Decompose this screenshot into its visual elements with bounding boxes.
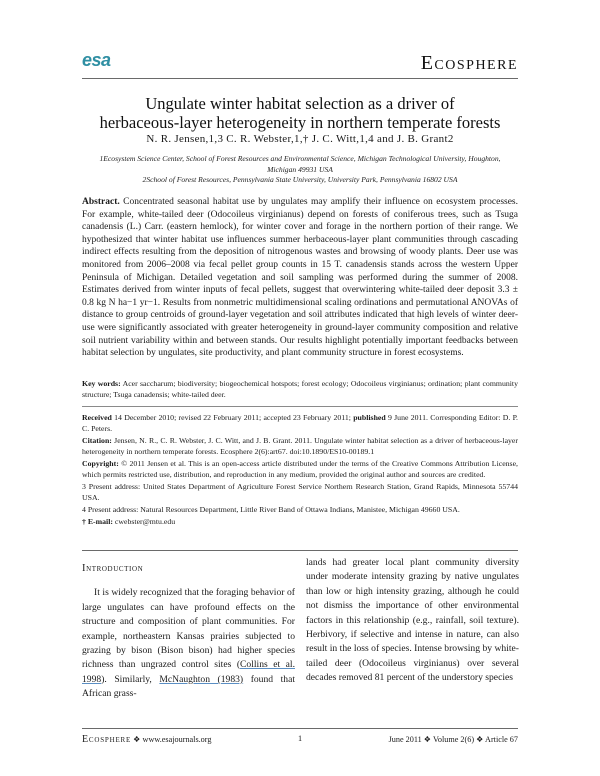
journal-name: Ecosphere xyxy=(420,52,518,74)
received-label: Received xyxy=(82,413,112,422)
abstract-label: Abstract. xyxy=(82,197,120,207)
body-column-right xyxy=(306,556,519,686)
affiliation-1: 1Ecosystem Science Center, School of Forest Resources and Environmental Science, Michigan Technological University, Houghton, Michigan 49931 USA xyxy=(99,154,501,174)
title-line-1: Ungulate winter habitat selection as a driver of xyxy=(145,94,455,113)
citation-label: Citation: xyxy=(82,436,112,445)
copyright-text: © 2011 Jensen et al. This is an open-access article distributed under the terms of the Creative Commons Attribution License, which permits restricted use, distribution, and reproduction in any medium, provided the original author and sources are credited. xyxy=(82,459,518,479)
page-number: 1 xyxy=(297,734,303,743)
article-title xyxy=(82,94,518,132)
email-label: † E-mail: xyxy=(82,517,113,526)
header-rule xyxy=(82,78,518,79)
footer-website[interactable]: ❖ www.esajournals.org xyxy=(133,735,212,744)
author-list: N. R. Jensen,1,3 C. R. Webster,1,† J. C. Witt,1,4 and J. B. Grant2 xyxy=(146,133,454,145)
intro-continued: lands had greater local plant community diversity under moderate intensity grazing by native ungulates than low or high intensity grazing, although he could not dismiss the importance of other environmental factors in this relationship (e.g., rainfall, soil texture). Herbivory, if selective and intense in nature, can also result in the loss of species. Intense browsing by white-tailed deer (Odocoileus virginianus) over several decades removed 81 percent of the understory species xyxy=(306,557,519,684)
published-label: published xyxy=(353,413,386,422)
present-address-3: 3 Present address: United States Department of Agriculture Forest Service Northern Research Station, Grand Rapids, Minnesota 55744 USA. xyxy=(82,482,518,502)
copyright xyxy=(82,458,518,480)
footer-rule xyxy=(82,728,518,729)
title-line-2: herbaceous-layer heterogeneity in northern temperate forests xyxy=(99,113,501,132)
intro-text-b: ). Similarly, xyxy=(101,673,160,685)
intro-text-c: found that African grass- xyxy=(82,673,296,700)
abstract-rule xyxy=(82,406,518,407)
corresponding-editor: Corresponding Editor: D. P. C. Peters. xyxy=(82,413,518,433)
affiliations xyxy=(90,154,510,186)
present-address-4: 4 Present address: Natural Resources Department, Little River Band of Ottawa Indians, Manistee, Michigan 49660 USA. xyxy=(82,505,460,514)
email-line xyxy=(82,516,518,527)
email-link[interactable]: cwebster@mtu.edu xyxy=(114,517,176,526)
keywords-label: Key words: xyxy=(82,379,121,388)
abstract xyxy=(82,196,518,360)
footer-journal: Ecosphere xyxy=(82,734,132,745)
intro-text-a: It is widely recognized that the foraging behavior of large ungulates can have profound effects on the structure and composition of plant communities. For example, northeastern Kansas prairies subjected to grazing by bison (Bison bison) had higher species richness than ungrazed control sites ( xyxy=(82,587,295,671)
dates xyxy=(82,412,518,434)
footer-issue: June 2011 ❖ Volume 2(6) ❖ Article 67 xyxy=(388,735,518,744)
intro-paragraph xyxy=(82,586,295,701)
citation-link-collins[interactable]: Collins et al. 1998 xyxy=(82,659,295,685)
info-rule xyxy=(82,550,518,551)
article-info xyxy=(82,412,518,528)
abstract-text: Concentrated seasonal habitat use by ungulates may amplify their influence on ecosystem processes. For example, white-tailed deer (Odocoileus virginianus) depend on forests of coniferous trees, such as Tsuga canadensis (L.) Carr. (eastern hemlock), for winter cover and forage in the northern portion of their range. We hypothesized that winter habitat use influences summer herbaceous-layer plant communities through cascading indirect effects resulting from the deposition of nitrogenous wastes and browsing of woody plants. Deer use was monitored from 2006–2008 via fecal pellet group counts in 15 T. canadensis stands across the western Upper Peninsula of Michigan. Detailed vegetation and soil sampling was performed during the summer of 2008. Estimates derived from winter inputs of fecal pellets, suggest that overwintering white-tailed deer deposit 3.3 ± 0.8 kg N ha−1 yr−1. Results from nonmetric multidimensional scaling ordinations and permutational ANOVAs of distance to group centroids of ground-layer vegetation and soil attributes indicated that high levels of winter deer-use were significantly associated with greater heterogeneity in ground-layer community composition and relative soil nutrient variability within and between stands. Our results highlight potentially important feedbacks between habitat selection by ungulates, site productivity, and plant community structure in forest ecosystems. xyxy=(82,197,519,359)
citation-link-mcnaughton[interactable]: McNaughton (1983) xyxy=(159,673,244,685)
keywords-text: Acer saccharum; biodiversity; biogeochemical hotspots; forest ecology; Odocoileus virginianus; ordination; plant community structure; Tsuga canadensis; white-tailed deer. xyxy=(82,379,518,399)
affiliation-2: 2School of Forest Resources, Pennsylvania State University, University Park, Pennsylvania 16802 USA xyxy=(142,175,458,184)
received-text: 14 December 2010; revised 22 February 2011; accepted 23 February 2011; xyxy=(114,413,351,422)
section-heading: Introduction xyxy=(82,563,144,574)
keywords xyxy=(82,378,518,400)
citation xyxy=(82,435,518,457)
copyright-label: Copyright: xyxy=(82,459,119,468)
published-text: 9 June 2011. xyxy=(387,413,428,422)
body-column-left xyxy=(82,562,295,702)
esa-logo: esa xyxy=(82,50,111,70)
citation-text: Jensen, N. R., C. R. Webster, J. C. Witt, and J. B. Grant. 2011. Ungulate winter habitat selection as a driver of herbaceous-layer heterogeneity in northern temperate forests. Ecosphere 2(6):art67. doi:10.1890/ES10-00189.1 xyxy=(82,436,518,456)
